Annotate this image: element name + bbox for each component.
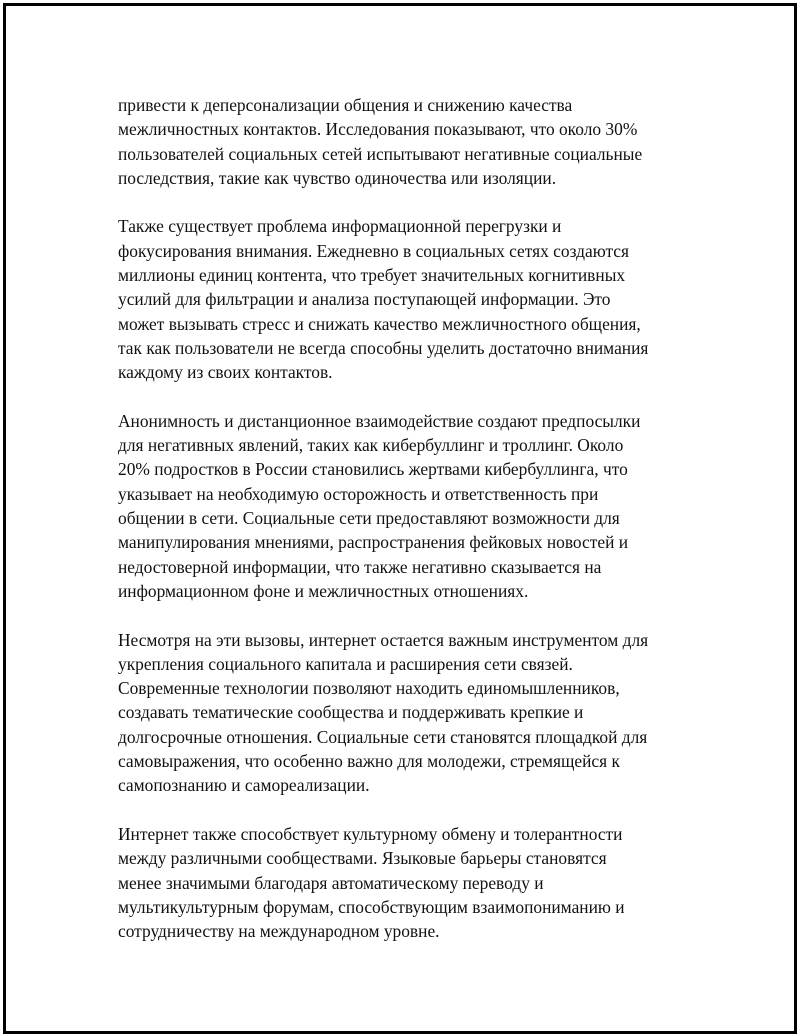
text-line: укрепления социального капитала и расширения сети связей. <box>118 653 573 674</box>
text-line: может вызывать стресс и снижать качество межличностного общения, <box>118 313 641 334</box>
text-line: 20% подростков в России становились жертвами кибербуллинга, что <box>118 459 628 480</box>
text-line: менее значимыми благодаря автоматическому переводу и <box>118 872 544 893</box>
text-line: между различными сообществами. Языковые барьеры становятся <box>118 848 607 869</box>
text-line: последствия, такие как чувство одиночества или изоляции. <box>118 167 557 188</box>
text-line: межличностных контактов. Исследования показывают, что около 30% <box>118 119 638 140</box>
text-line: Анонимность и дистанционное взаимодействие создают предпосылки <box>118 410 641 431</box>
text-line: информационном фоне и межличностных отношениях. <box>118 580 529 601</box>
paragraph-2 <box>118 214 698 384</box>
paragraph-3 <box>118 409 698 603</box>
paragraph-5 <box>118 822 698 943</box>
paragraph-4 <box>118 628 698 798</box>
text-line: фокусирования внимания. Ежедневно в социальных сетях создаются <box>118 240 630 261</box>
text-line: привести к деперсонализации общения и снижению качества <box>118 95 573 115</box>
text-line: каждому из своих контактов. <box>118 362 333 383</box>
text-line: пользователей социальных сетей испытывают негативные социальные <box>118 143 643 164</box>
text-line: мультикультурным форумам, способствующим взаимопониманию и <box>118 896 625 917</box>
text-line: манипулирования мнениями, распространения фейковых новостей и <box>118 532 629 553</box>
text-line: Современные технологии позволяют находить единомышленников, <box>118 678 620 699</box>
text-line: сотрудничеству на международном уровне. <box>118 921 440 942</box>
text-line: самовыражения, что особенно важно для молодежи, стремящейся к <box>118 751 620 772</box>
text-line: общении в сети. Социальные сети предоставляют возможности для <box>118 508 620 529</box>
text-line: создавать тематические сообщества и поддерживать крепкие и <box>118 702 584 723</box>
text-line: усилий для фильтрации и анализа поступающей информации. Это <box>118 289 611 310</box>
text-line: Интернет также способствует культурному обмену и толерантности <box>118 823 623 844</box>
document-body <box>118 93 698 968</box>
paragraph-1 <box>118 93 698 190</box>
text-line: Несмотря на эти вызовы, интернет остается важным инструментом для <box>118 629 649 650</box>
text-line: недостоверной информации, что также негативно сказывается на <box>118 556 602 577</box>
text-line: самопознанию и самореализации. <box>118 775 370 796</box>
text-line: миллионы единиц контента, что требует значительных когнитивных <box>118 265 626 286</box>
text-line: для негативных явлений, таких как кибербуллинг и троллинг. Около <box>118 435 624 456</box>
text-line: долгосрочные отношения. Социальные сети становятся площадкой для <box>118 726 648 747</box>
text-line: Также существует проблема информационной перегрузки и <box>118 216 562 237</box>
text-line: указывает на необходимую осторожность и ответственность при <box>118 483 599 504</box>
text-line: так как пользователи не всегда способны уделить достаточно внимания <box>118 337 649 358</box>
